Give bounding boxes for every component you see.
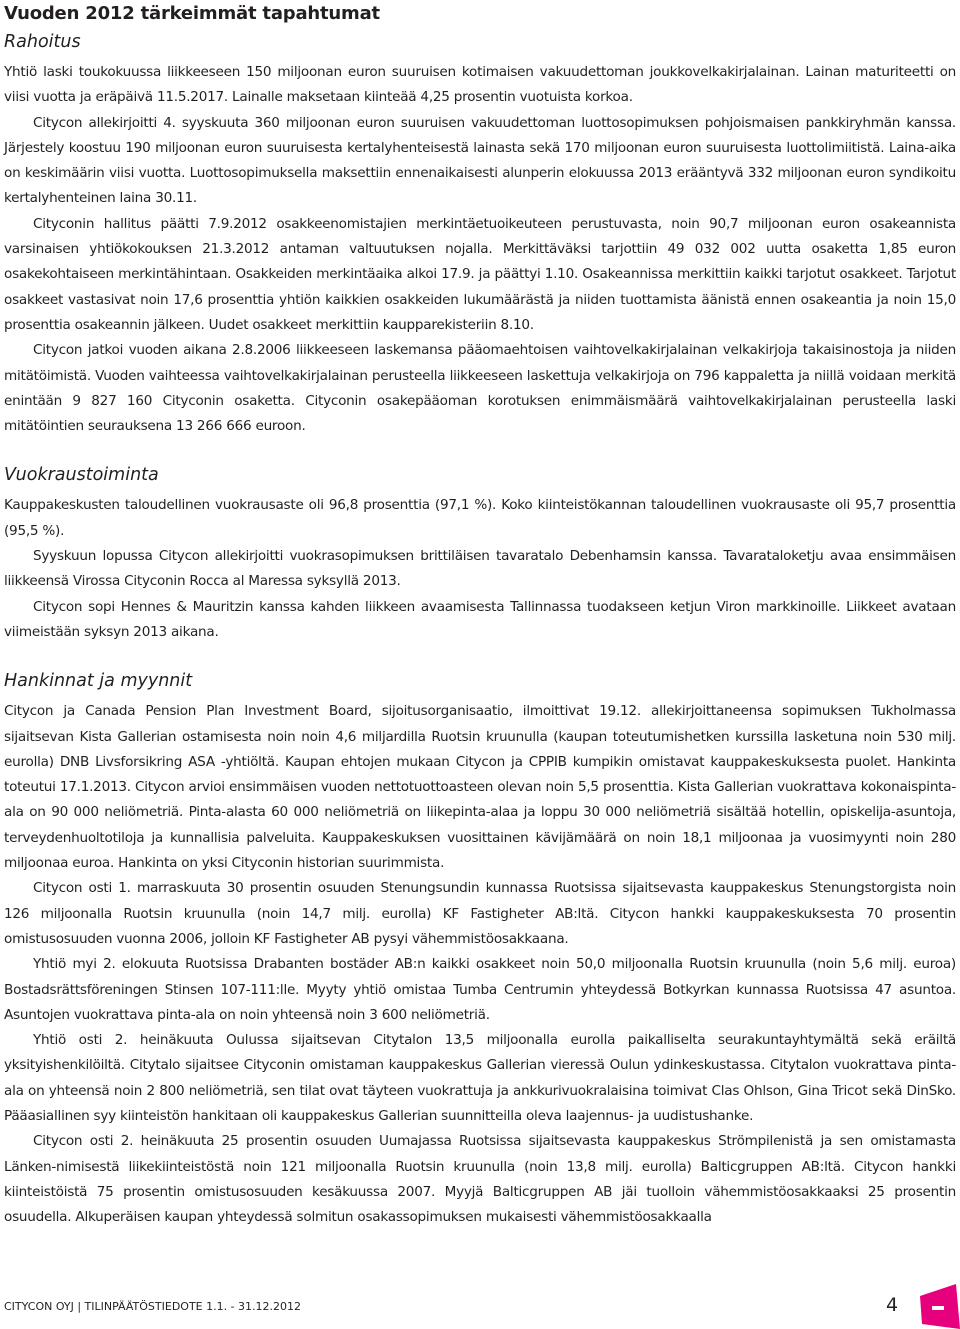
section-heading: Hankinnat ja myynnit [4, 671, 193, 692]
citycon-logo-icon [918, 1284, 960, 1329]
paragraph: Kauppakeskusten taloudellinen vuokrausaste oli 96,8 prosenttia (97,1 %). Koko kiinteistökannan taloudellinen vuokrausaste oli 95,7 prosenttia (95,5 %). [4, 497, 956, 539]
paragraph: Citycon jatkoi vuoden aikana 2.8.2006 liikkeeseen laskemansa pääomaehtoisen vaihtovelkakirjalainan velkakirjoja takaisinostoja ja niiden mitätöimistä. Vuoden vaihteessa vaihtovelkakirjalainan perusteella liikkeeseen laskettuja velkakirjoja on 796 kappaletta ja niillä voidaan merkitä enintään 9 827 160 Cityconin osaketta. Cityconin osakepääoman korotuksen enimmäismäärä vaihtovelkakirjalainan perusteella laski mitätöintien seurauksena 13 266 666 euroon. [4, 342, 956, 435]
document-page [4, 0, 956, 1254]
section-heading: Rahoitus [4, 32, 81, 52]
paragraph: Citycon ja Canada Pension Plan Investment Board, sijoitusorganisaatio, ilmoittivat 19.12. allekirjoittaneensa sopimuksen Tukholmassa sijaitsevan Kista Gallerian ostamisesta noin noin 4,6 miljardilla Ruotsin kruunulla (kaupan toteutumishetken kurssilla lasketuna noin 530 milj. eurolla) DNB Livsforsikring ASA -yhtiöltä. Kaupan ehtojen mukaan Citycon ja CPPIB kumpikin omistavat kauppakeskuksesta puolet. Hankinta toteutui 17.1.2013. Citycon arvioi ensimmäisen vuoden nettotuottoasteen olevan noin 5,5 prosenttia. Kista Gallerian vuokrattava kokonaispinta-ala on 90 000 neliömetriä. Pinta-alasta 60 000 neliömetriä on liikepinta-alaa ja loppu 30 000 neliömetriä sisältää hotellin, opiskelija-asuntoja, terveydenhuoltotiloja ja kunnallisia palveluita. Kauppakeskuksen vuosittainen kävijämäärä on noin 18,1 miljoonaa ja vuosimyynti noin 280 miljoonaa euroa. Hankinta on yksi Cityconin historian suurimmista. [4, 703, 956, 872]
paragraph: Cityconin hallitus päätti 7.9.2012 osakkeenomistajien merkintäetuoikeuteen perustuvasta, noin 90,7 miljoonan euron osakeannista varsinaisen yhtiökokouksen 21.3.2012 antaman valtuutuksen nojalla. Merkittäväksi tarjottiin 49 032 002 uutta osaketta 1,85 euron osakekohtaiseen merkintähintaan. Osakkeiden merkintäaika alkoi 17.9. ja päättyi 1.10. Osakeannissa merkittiin kaikki tarjotut osakkeet. Tarjotut osakkeet vastasivat noin 17,6 prosenttia yhtiön kaikkien osakkeiden lukumäärästä ja niiden tuottamista äänistä ennen osakeantia ja noin 15,0 prosenttia osakeannin jälkeen. Uudet osakkeet merkittiin kaupparekisteriin 8.10. [4, 215, 956, 333]
paragraph: Yhtiö laski toukokuussa liikkeeseen 150 miljoonan euron suuruisen kotimaisen vakuudettoman joukkovelkakirjalainan. Lainan maturiteetti on viisi vuotta ja eräpäivä 11.5.2017. Lainalle maksetaan kiinteää 4,25 prosentin vuotuista korkoa. [4, 64, 956, 106]
logo-mark [932, 1306, 944, 1310]
paragraph: Citycon osti 1. marraskuuta 30 prosentin osuuden Stenungsundin kunnassa Ruotsissa sijaitsevasta kauppakeskus Stenungstorgista noin 126 miljoonalla Ruotsin kruunulla (noin 14,7 milj. eurolla) KF Fastigheter AB:ltä. Citycon hankki kauppakeskuksesta 70 prosentin omistusosuuden vuonna 2006, jolloin KF Fastigheter AB pysyi vähemmistöosakkaana. [4, 880, 956, 947]
paragraph: Yhtiö osti 2. heinäkuuta Oulussa sijaitsevan Citytalon 13,5 miljoonalla eurolla paikalliselta seurakuntayhtymältä sekä eräiltä yksityishenkilöiltä. Citytalo sijaitsee Cityconin omistaman kauppakeskus Gallerian vieressä Oulun ydinkeskustassa. Citytalon vuokrattava pinta-ala on yhteensä noin 2 800 neliömetriä, sen tilat ovat täyteen vuokrattuja ja ankkurivuokralaisina toimivat Clas Ohlson, Gina Tricot sekä DinSko. Pääasiallinen syy kiinteistön hankitaan oli kauppakeskus Gallerian suunnitteilla oleva laajennus- ja uudistushanke. [4, 1032, 956, 1124]
footer-text: CITYCON OYJ | TILINPÄÄTÖSTIEDOTE 1.1. - 31.12.2012 [4, 1300, 302, 1313]
page-number: 4 [886, 1294, 899, 1316]
paragraph: Citycon sopi Hennes & Mauritzin kanssa kahden liikkeen avaamisesta Tallinnassa tuodakseen ketjun Viron markkinoille. Liikkeet avataan viimeistään syksyn 2013 aikana. [4, 598, 956, 640]
paragraph: Citycon allekirjoitti 4. syyskuuta 360 miljoonan euron suuruisen vakuudettoman luottosopimuksen pohjoismaisen pankkiryhmän kanssa. Järjestely koostuu 190 miljoonan euron suuruisesta kertalyhenteisestä lainasta sekä 170 miljoonan euron suuruisesta luottolimiitistä. Laina-aika on keskimäärin viisi vuotta. Luottosopimuksella maksettiin ennenaikaisesti alunperin elokuussa 2013 erääntyvä 332 miljoonan euron syndikoitu kertalyhenteinen laina 30.11. [4, 114, 956, 207]
section-vuokraustoiminta [4, 463, 956, 645]
section-rahoitus [4, 30, 956, 439]
page-title: Vuoden 2012 tärkeimmät tapahtumat [4, 3, 380, 24]
section-hankinnat-ja-myynnit [4, 669, 956, 1230]
paragraph: Citycon osti 2. heinäkuuta 25 prosentin osuuden Uumajassa Ruotsissa sijaitsevasta kauppakeskus Strömpilenistä ja sen omistamasta Länken-nimisestä liikekiinteistöstä noin 121 miljoonalla Ruotsin kruunulla (noin 13,8 milj. eurolla) Balticgruppen AB:ltä. Citycon hankki kiinteistöistä 75 prosentin omistusosuuden kesäkuussa 2007. Myyjä Balticgruppen AB jäi tuolloin vähemmistöosakkaaksi 25 prosentin osuudella. Alkuperäisen kaupan yhteydessä solmitun osakassopimuksen mukaisesti vähemmistöosakkaalla [4, 1133, 956, 1226]
paragraph: Syyskuun lopussa Citycon allekirjoitti vuokrasopimuksen brittiläisen tavaratalo Debenhamsin kanssa. Tavarataloketju avaa ensimmäisen liikkeensä Virossa Cityconin Rocca al Maressa syksyllä 2013. [4, 548, 956, 590]
section-heading: Vuokraustoiminta [4, 465, 159, 486]
paragraph: Yhtiö myi 2. elokuuta Ruotsissa Drabanten bostäder AB:n kaikki osakkeet noin 50,0 miljoonalla Ruotsin kruunulla (noin 5,6 milj. euroa) Bostadsrättsföreningen Stinsen 107-111:lle. Myyty yhtiö omistaa Tumba Centrumin yhteydessä Botkyrkan kunnassa Ruotsissa 47 asuntoa. Asuntojen vuokrattava pinta-ala on noin yhteensä noin 3 600 neliömetriä. [4, 956, 956, 1023]
